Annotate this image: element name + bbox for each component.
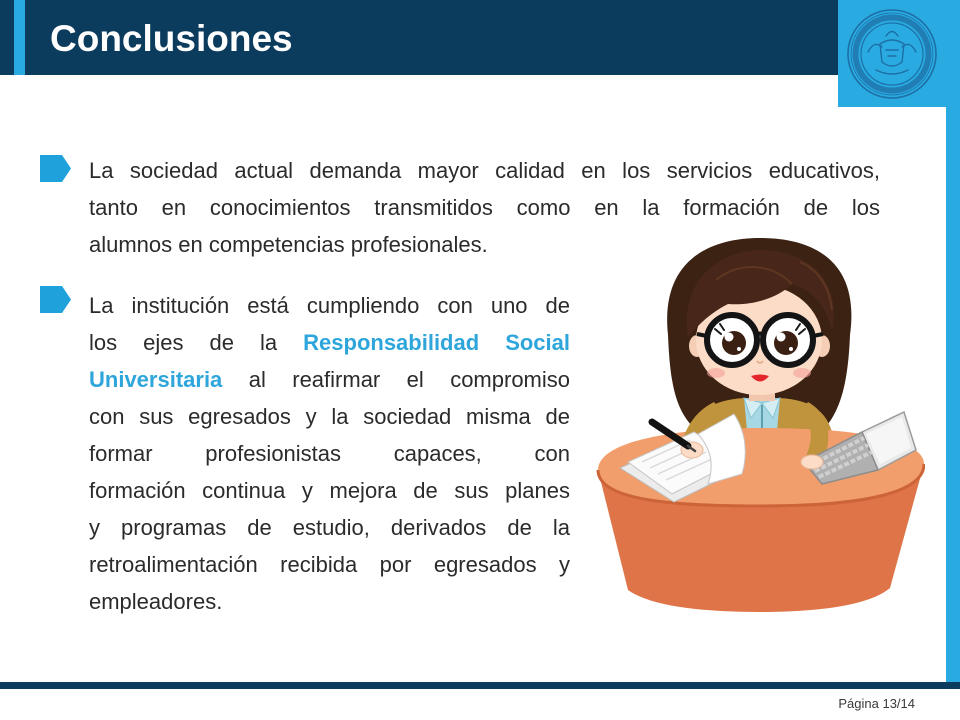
- logo-panel: [838, 0, 946, 107]
- bullet-text-line: La sociedad actual demanda mayor calidad en los servicios educativos,: [89, 158, 880, 183]
- seal-center-ring: [861, 23, 923, 85]
- title-bar: [0, 0, 838, 75]
- woman-at-desk-illustration: [595, 235, 925, 615]
- title-bar-accent-stripe: [14, 0, 25, 75]
- seal-emblem: [868, 32, 916, 75]
- highlighted-text: Responsabilidad Social: [303, 330, 570, 355]
- bullet-text-line: retroalimentación recibida por egresados y: [89, 552, 570, 577]
- left-cheek: [707, 368, 725, 378]
- bullet-text-line: [89, 324, 570, 361]
- university-seal-icon: [838, 0, 946, 107]
- seal-lettering-ring: [856, 18, 929, 91]
- right-hand: [801, 455, 823, 469]
- right-accent-stripe: [946, 0, 960, 682]
- bullet-text-line: y programas de estudio, derivados de la: [89, 515, 570, 540]
- seal-inner-ring: [851, 13, 933, 95]
- highlighted-text: Universitaria: [89, 367, 223, 392]
- bullet-text-line: con sus egresados y la sociedad misma de: [89, 404, 570, 429]
- text-segment: al reafirmar el compromiso: [222, 367, 570, 392]
- bullet-text-line: La institución está cumpliendo con uno de: [89, 293, 570, 318]
- bullet-text-line: tanto en conocimientos transmitidos como en la formación de los: [89, 195, 880, 220]
- page-number: Página 13/14: [838, 696, 915, 711]
- bullet-text: [89, 287, 570, 620]
- tag-arrow-bullet-icon: [40, 286, 71, 313]
- tag-arrow-bullet-icon: [40, 155, 71, 182]
- right-cheek: [793, 368, 811, 378]
- bullet-text-line: empleadores.: [89, 589, 223, 614]
- bullet-text-line: [89, 361, 570, 398]
- bullet-text-line: formar profesionistas capaces, con: [89, 441, 570, 466]
- slide-title: Conclusiones: [50, 18, 293, 59]
- bullet-text-line: alumnos en competencias profesionales.: [89, 232, 488, 257]
- text-segment: los ejes de la: [89, 330, 304, 355]
- woman: [667, 238, 851, 442]
- footer-bar: [0, 682, 960, 689]
- bullet-text-line: formación continua y mejora de sus planes: [89, 478, 570, 503]
